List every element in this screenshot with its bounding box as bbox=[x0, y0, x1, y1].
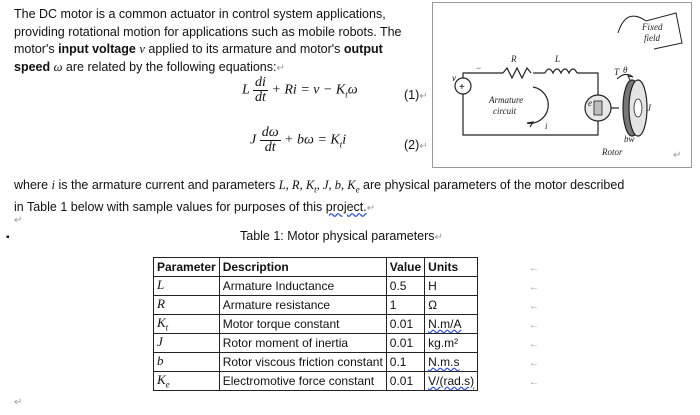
row-end-marks: ← ← ← ← ← ← ← bbox=[529, 263, 539, 388]
intro-line-3: motor's input voltage v applied to its armature and motor's output bbox=[14, 42, 383, 56]
header-value: Value bbox=[386, 258, 424, 277]
where-line-1: where i is the armature current and parameters L, R, $K_t$, J, b, $K_e$ are physical parameters of the motor described bbox=[14, 178, 625, 195]
svg-text:i: i bbox=[545, 121, 548, 131]
inductor-symbol bbox=[545, 69, 577, 73]
svg-text:Fixed: Fixed bbox=[642, 22, 663, 32]
equation-2-label: (2)↵ bbox=[404, 138, 428, 152]
intro-line-4: speed ω are related by the following equations:↵ bbox=[14, 59, 285, 74]
svg-text:L: L bbox=[555, 54, 561, 64]
equation-1: L $\frac{di}{dt}$ + $Ri = v - K_t\omega$ bbox=[242, 75, 358, 105]
svg-text:T: T bbox=[614, 67, 620, 77]
svg-text:circuit: circuit bbox=[493, 106, 517, 116]
table-caption: Table 1: Motor physical parameters↵ bbox=[240, 229, 443, 243]
svg-text:v: v bbox=[452, 73, 456, 83]
svg-text:J: J bbox=[647, 103, 651, 113]
table-row: b Rotor viscous friction constant 0.1 N.m.s bbox=[154, 353, 478, 372]
resistor-symbol bbox=[503, 68, 531, 78]
svg-text:R: R bbox=[511, 54, 517, 64]
intro-line-1: The DC motor is a common actuator in control system applications, bbox=[14, 7, 386, 21]
svg-text:e: e bbox=[588, 98, 592, 108]
table-row: $K_t$ Motor torque constant 0.01 N.m/A bbox=[154, 315, 478, 334]
table-row: R Armature resistance 1 Ω bbox=[154, 296, 478, 315]
header-units: Units bbox=[425, 258, 478, 277]
table-row: L Armature Inductance 0.5 H bbox=[154, 277, 478, 296]
header-description: Description bbox=[219, 258, 386, 277]
where-line-2: in Table 1 below with sample values for purposes of this project.↵ bbox=[14, 200, 376, 214]
intro-paragraph bbox=[14, 6, 424, 77]
table-row: $K_e$ Electromotive force constant 0.01 V/(rad.s) bbox=[154, 372, 478, 391]
svg-text:−: − bbox=[476, 63, 482, 73]
svg-text:Armature: Armature bbox=[489, 95, 524, 105]
svg-text:+: + bbox=[459, 82, 465, 93]
equation-2: J $\frac{d\omega}{dt}$ + $b\omega = K_ti$ bbox=[250, 125, 347, 155]
table-row: J Rotor moment of inertia 0.01 kg.m² bbox=[154, 334, 478, 353]
bullet-marker: ▪ bbox=[6, 232, 10, 243]
where-paragraph bbox=[14, 177, 694, 218]
intro-line-2: providing rotational motion for applications such as mobile robots. The bbox=[14, 24, 402, 39]
dc-motor-figure bbox=[432, 2, 692, 168]
current-arrow bbox=[527, 87, 548, 123]
svg-text:bw: bw bbox=[624, 134, 635, 144]
header-parameter: Parameter bbox=[154, 258, 220, 277]
svg-text:θ: θ bbox=[623, 65, 628, 75]
paragraph-mark: ↵ bbox=[673, 150, 682, 161]
table-header-row bbox=[154, 258, 478, 277]
svg-text:field: field bbox=[644, 33, 660, 43]
equation-1-label: (1)↵ bbox=[404, 88, 428, 102]
svg-text:Rotor: Rotor bbox=[602, 147, 623, 157]
motor-diagram bbox=[433, 3, 691, 167]
motor-parameters-table bbox=[153, 257, 478, 391]
